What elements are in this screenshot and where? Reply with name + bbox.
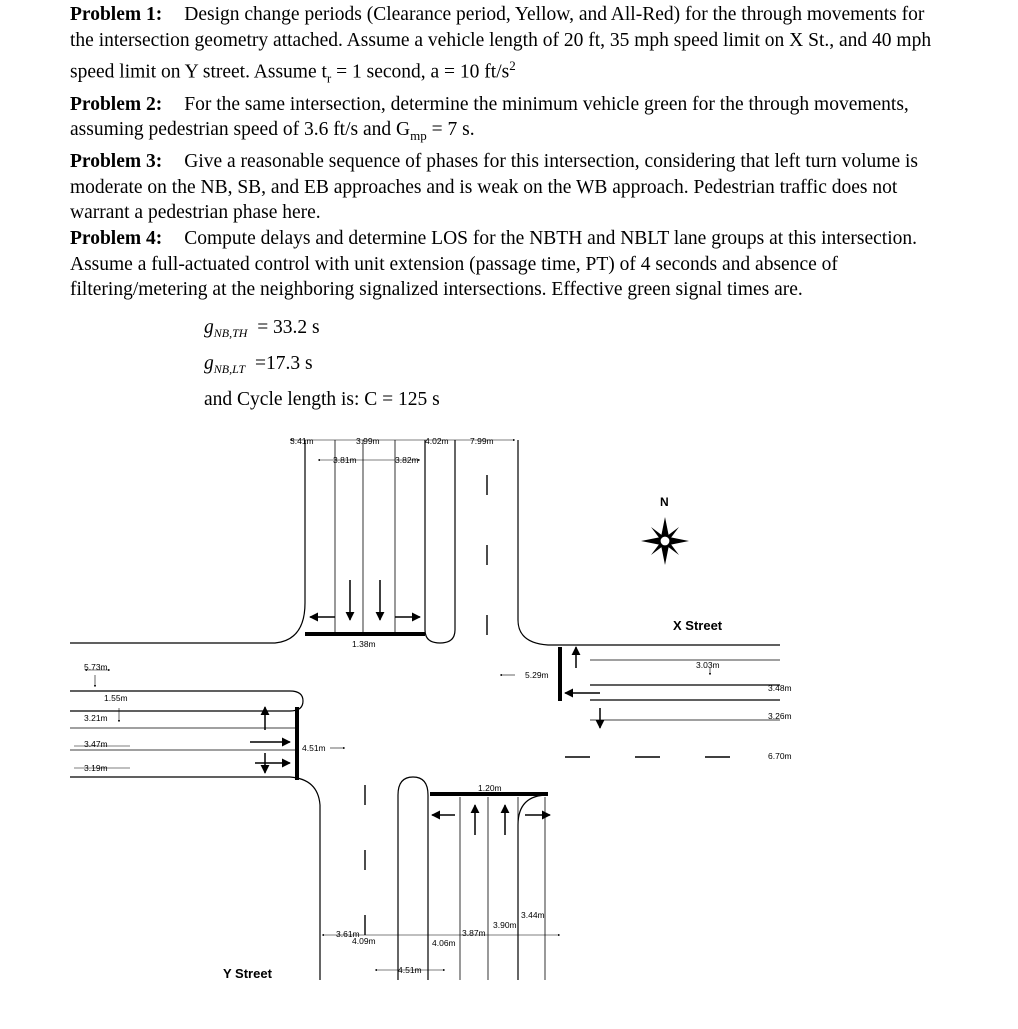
dim-406: 4.06m — [432, 938, 456, 948]
problem-3 — [70, 149, 940, 226]
problem-1-sup: 2 — [509, 58, 516, 74]
north-label: N — [660, 495, 669, 509]
problem-4-label: Problem 4: — [70, 227, 163, 249]
south-median — [398, 777, 428, 980]
dim-402: 4.02m — [425, 436, 449, 446]
g-symbol: g — [204, 353, 214, 374]
dim-321: 3.21m — [84, 713, 108, 723]
dim-399: 3.99m — [356, 436, 380, 446]
cycle-length: and Cycle length is: C = 125 s — [204, 389, 440, 410]
dim-326: 3.26m — [768, 711, 792, 721]
center-dashes — [365, 475, 730, 935]
g-symbol: g — [204, 317, 214, 338]
problem-1-label: Problem 1: — [70, 4, 163, 25]
problem-2-sub: mp — [410, 128, 427, 144]
problem-3-label: Problem 3: — [70, 150, 163, 172]
nbth-subscript: NB,TH — [213, 326, 248, 340]
dim-799: 7.99m — [470, 436, 494, 446]
problem-4-text: Compute delays and determine LOS for the NBTH and NBLT lane groups at this intersection. Assume a full-actuated control with unit extension (passage time, PT) of 4 seconds and absence of filtering/metering at the neighboring signalized intersections. Effective green signal times are. — [70, 227, 917, 301]
dim-303: 3.03m — [696, 660, 720, 670]
dim-409: 4.09m — [352, 936, 376, 946]
problem-text — [70, 2, 940, 303]
dimension-labels — [84, 436, 792, 975]
dim-319: 3.19m — [84, 763, 108, 773]
dim-155: 1.55m — [104, 693, 128, 703]
dimension-lines — [74, 440, 710, 970]
dim-573: 5.73m — [84, 662, 108, 672]
problem-1-sub: r — [326, 70, 332, 86]
dim-390: 3.90m — [493, 920, 517, 930]
problem-1-text2: = 1 second, a = 10 ft/s — [331, 61, 510, 83]
dim-348: 3.48m — [768, 683, 792, 693]
problem-2-text: For the same intersection, determine the minimum vehicle green for the through movements, assuming pedestrian speed of 3.6 ft/s and G — [70, 93, 909, 141]
problem-3-text: Give a reasonable sequence of phases for this intersection, considering that left turn volume is moderate on the NB, SB, and EB approaches and is weak on the WB approach. Pedestrian traffic does not warrant a pedestrian phase here. — [70, 150, 918, 224]
dim-138: 1.38m — [352, 639, 376, 649]
equation-nbth — [204, 310, 440, 346]
dim-451-bottom: 4.51m — [398, 965, 422, 975]
intersection-diagram — [0, 425, 1018, 1024]
dim-382: 3.82m — [395, 455, 419, 465]
dim-387: 3.87m — [462, 928, 486, 938]
dim-381: 3.81m — [333, 455, 357, 465]
y-street-label: Y Street — [223, 966, 272, 981]
compass-icon — [641, 517, 689, 565]
dim-344: 3.44m — [521, 910, 545, 920]
dim-347: 3.47m — [84, 739, 108, 749]
stop-bars — [297, 634, 560, 794]
nbth-value: = 33.2 s — [257, 317, 320, 338]
road-edges — [70, 440, 780, 980]
problem-4 — [70, 226, 940, 303]
dim-670: 6.70m — [768, 751, 792, 761]
equation-nblt — [204, 346, 440, 382]
sw-curb — [70, 777, 320, 980]
nw-curb — [70, 440, 305, 643]
problem-1 — [70, 2, 940, 92]
problem-2-label: Problem 2: — [70, 93, 163, 115]
problem-1-text: Design change periods (Clearance period, Yellow, and All-Red) for the through movements for the intersection geometry attached. Assume a vehicle length of 20 ft, 35 mph speed limit on X St., and 40 mph speed limit on Y street. Assume t — [70, 4, 932, 83]
dim-120: 1.20m — [478, 783, 502, 793]
x-street-label: X Street — [673, 618, 723, 633]
equations — [204, 310, 440, 418]
north-median — [425, 440, 455, 643]
dim-341: 3.41m — [290, 436, 314, 446]
dim-529: 5.29m — [525, 670, 549, 680]
dim-451-mid: 4.51m — [302, 743, 326, 753]
nblt-value: =17.3 s — [254, 353, 313, 374]
nblt-subscript: NB,LT — [213, 362, 246, 376]
se-curb — [518, 795, 548, 980]
problem-2 — [70, 92, 940, 149]
problem-2-text2: = 7 s. — [426, 119, 475, 141]
east-median — [590, 685, 780, 700]
dim-361: 3.61m — [336, 929, 360, 939]
